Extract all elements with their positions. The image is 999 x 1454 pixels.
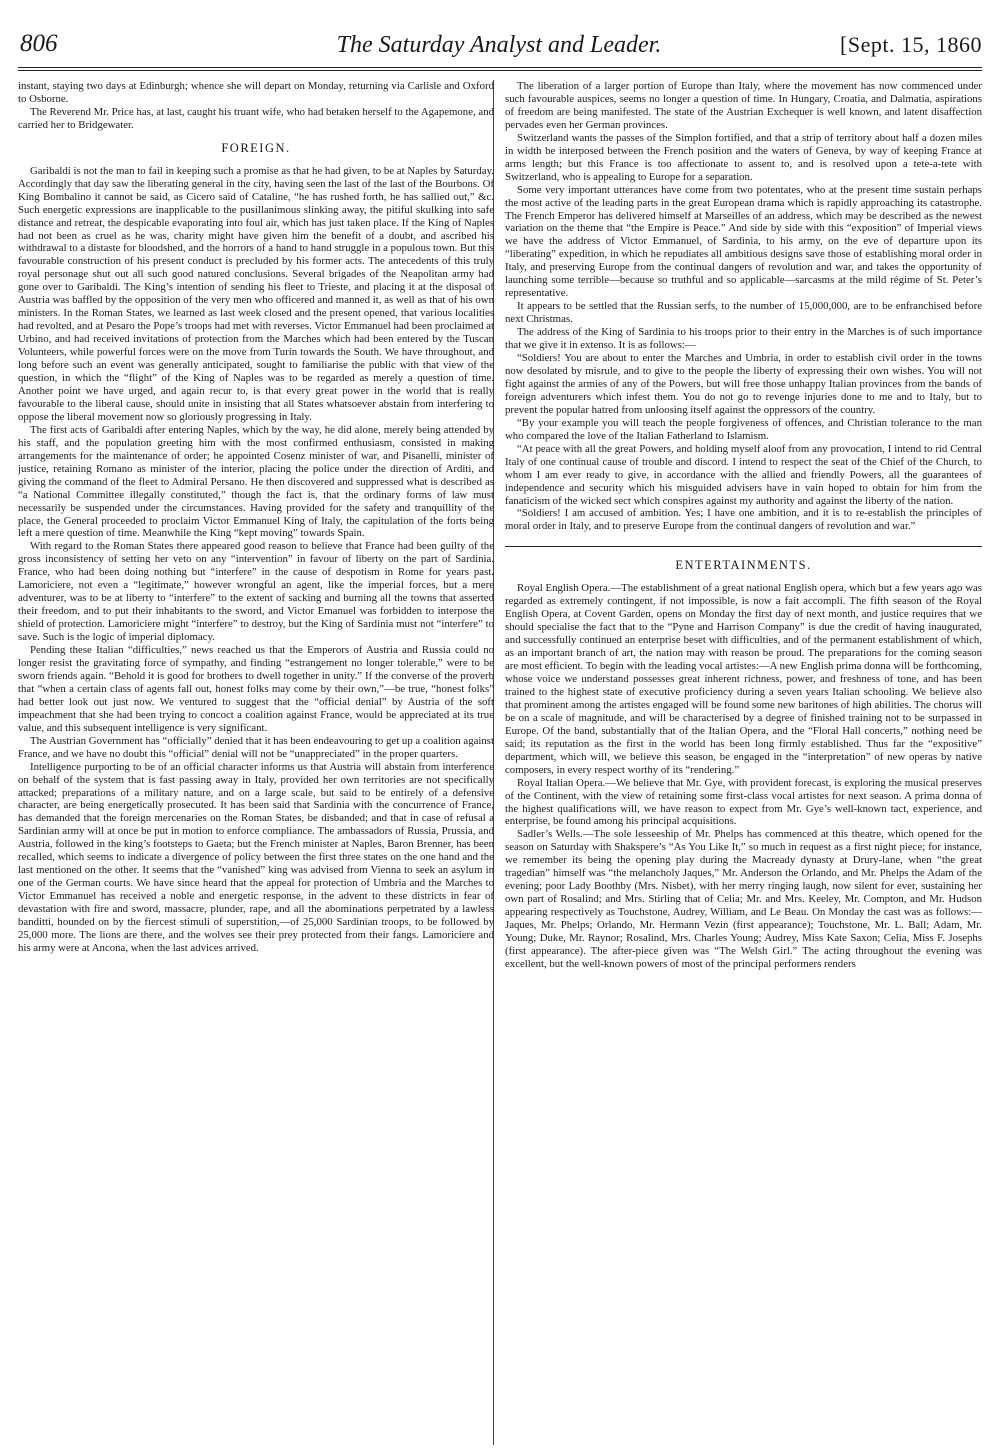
section-heading-entertainments: ENTERTAINMENTS. [675,558,812,573]
page-header [16,20,982,62]
article-paragraph: Garibaldi is not the man to fail in keeping such a promise as that he had given, to be at Naples by Saturday. Accordingly that day saw the liberating general in the city, having seen the last of the last of the Bourbons. Of King Bombalino it cannot be said, as Cicero said of Cataline, “he has rushed forth, he has sallied out,” &c. Such energetic expressions are inapplicable to the pusillanimous slinking away, the pitiful skulking into safe distance and retreat, the despicable evaporating into foul air, which has just taken place. If the King of Naples had not been as cruel as he was, charity might have given him the benefit of a doubt, and ascribed his withdrawal to a distaste for bloodshed, and the horrors of a hand to hand struggle in a populous town. But this favourable construction of his present conduct is precluded by his former acts. The antecedents of this truly royal personage shut out all such good natured conclusions. Several brigades of the Neapolitan army had gone over to Garibaldi. The King’s intention of sending his fleet to Trieste, and placing it at the disposal of Austria was baffled by the opposition of the very men who officered and manned it, as well as that of his own ministers. In the Roman States, we learned as last week closed and the present opened, that various localities had revolted, and at Pesaro the Pope’s troops had met with reverses. Victor Emmanuel had been proclaimed at Urbino, and had received invitations of protection from the Marches which had been entered by the Tuscan Volunteers, while powerful forces were on the move from Turin towards the South. We have throughout, and long before such an event was generally anticipated, sought to familiarise the public with that view of the question, in which the “flight” of the King of Naples was to be regarded as merely a question of time. Another point we have urged, and again recur to, is that every great power in the world that is really favourable to the liberal cause, should unite in insisting that all States whatsoever abstain from interfering to oppose the liberal movement now so gloriously progressing in Italy. [18,164,494,423]
quoted-address-paragraph: “By your example you will teach the people forgiveness of offences, and Christian tolerance to the man who compared the love of the Italian Fatherland to Islamism. [505,416,982,442]
article-paragraph: The liberation of a larger portion of Europe than Italy, where the movement has now commenced under such favourable auspices, seems no longer a question of time. In Hungary, Croatia, and Dalmatia, aspirations of freedom are being manifested. The state of the Austrian Exchequer is well known, and latent disaffection pervades even her German provinces. [505,80,982,131]
section-separator [505,546,982,547]
quoted-address-paragraph: “Soldiers! I am accused of ambition. Yes; I have one ambition, and it is to re-establish the principles of moral order in Italy, and to preserve Europe from the continual dangers of revolution and war.” [505,507,982,533]
entertainment-paragraph: Royal Italian Opera.—We believe that Mr. Gye, with provident forecast, is exploring the musical preserves of the Continent, with the view of retaining some first-class vocal artistes for next season. A prima donna of the highest qualifications will, we have reason to expect from Mr. Gye’s well-known tact, experience, and enterprise, be found among his principal acquisitions. [505,776,982,828]
header-rule-bottom [18,70,982,71]
article-paragraph: The address of the King of Sardinia to his troops prior to their entry in the Marches is of such importance that we give it in extenso. It is as follows:— [505,326,982,352]
article-paragraph: Some very important utterances have come from two potentates, who at the present time sustain perhaps the most active of the leading parts in the great European drama which is rapidly approaching its catastrophe. The French Emperor has delivered himself at Marseilles of an address, which may be described as the newest variation on the theme that “the Empire is Peace.” And side by side with this “exposition” of Imperial views we have the address of Victor Emmanuel, of Sardinia, to his army, on the eve of departure upon its “liberating” expedition, in which he repudiates all ambitious designs save those of establishing moral order in Italy, and preserving Europe from the continual dangers of revolution and war, and takes the opportunity of launching some terrible—because so truthful and so applicable—sarcasms at the mild régime of St. Peter’s representative. [505,183,982,300]
article-paragraph: With regard to the Roman States there appeared good reason to believe that France had been guilty of the gross inconsistency of setting her veto on any “intervention” in favour of liberty on the part of Sardinia. France, who had been doing nothing but “interfere” in the cause of despotism in Rome for years past. Lamoriciere, not even a “legitimate,” however wrongful an agent, like the imperial forces, but a mere adventurer, was to be at liberty to “interfere” to the extent of sacking and burning all the towns that asserted their freedom, and to put their inhabitants to the sword, and Victor Emanuel was forbidden to interpose the shield of protection. Lamoriciere might “interfere” to destroy, but the King of Sardinia must not “interfere” to save. Such is the logic of imperial diplomacy. [18,540,494,644]
article-paragraph: The first acts of Garibaldi after entering Naples, which by the way, he did alone, merely being attended by his staff, and the population greeting him with the most confirmed enthusiasm, consisted in making arrangements for the maintenance of order; he appointed Cosenz minister of war, and Pisanelli, minister of justice, retaining Romano as minister of the interior, placing the police under the direction of Arditi, and giving the command of the fleet to Admiral Persano. He then discovered and suppressed what is described as “a National Committee illegally constituted,” though the fact is, that the ordinary forms of law must necessarily be suspended under the circumstances. Having provided for the safety and tranquillity of the place, the General proceeded to proclaim Victor Emmanuel King of Italy, the capitulation of the forts being left a mere question of time. Meanwhile the King “kept moving” towards Spain. [18,423,494,540]
quoted-address-paragraph: “At peace with all the great Powers, and holding myself aloof from any provocation, I intend to rid Central Italy of one continual cause of trouble and discord. I intend to respect the seat of the Chief of the Church, to whom I am ever ready to give, in accordance with the allied and friendly Powers, all the guarantees of independence and security which his misguided advisers have in vain hoped to obtain for him from the fanaticism of the wicked sect which conspires against my authority and against the liberty of the nation. [505,442,982,507]
issue-date: [Sept. 15, 1860 [840,32,982,57]
article-paragraph: Pending these Italian “difficulties,” news reached us that the Emperors of Austria and Russia could no longer resist the gravitating force of sympathy, and finding “estrangement no longer tolerable,” were to be sworn friends again. “Behold it is good for brothers to dwell together in unity.” If the converse of the proverb that “when a certain class of agents fall out, honest folks may come by their own,”—be true, “honest folks” had better look out just now. We ventured to suggest that the “official denial” by Austria of the soft impeachment that she had been trying to concoct a coalition against France, would be appreciated at its true value, and this subsequent intelligence is very significant. [18,644,494,734]
quoted-address-paragraph: “Soldiers! You are about to enter the Marches and Umbria, in order to establish civil order in the towns now desolated by misrule, and to give to the people the liberty of expressing their own wishes. You will not fight against the armies of any of the Powers, but will free those unhappy Italian provinces from the bands of foreign adventurers which infest them. You do not go to revenge injuries done to me and to Italy, but to prevent the popular hatred from unloosing itself against the oppressors of the country. [505,352,982,416]
article-paragraph: The Reverend Mr. Price has, at last, caught his truant wife, who had betaken herself to the Agapemone, and carried her to Bridgewater. [18,105,494,131]
article-paragraph: Switzerland wants the passes of the Simplon fortified, and that a strip of territory about half a dozen miles in width be interposed between the French position and the waters of Geneva, by way of keeping France at arms length; but this France is too affectionate to assent to, and is resolved upon a tete-a-tete with Switzerland, who is appealing to Europe for a separation. [505,131,982,183]
left-column [18,80,494,1445]
header-rule-top [18,67,982,68]
publication-title: The Saturday Analyst and Leader. [336,32,662,58]
right-column [505,80,982,1445]
article-paragraph: It appears to be settled that the Russian serfs, to the number of 15,000,000, are to be enfranchised before next Christmas. [505,300,982,326]
article-paragraph: Intelligence purporting to be of an official character informs us that Austria will abstain from interference on behalf of the system that is fast passing away in Italy, provided her own territories are not specifically attacked; preparations of a military nature, and on a large scale, but said to be entirely of a defensive character, are being energetically prosecuted. It has been said that Sardinia with the concurrence of France, has demanded that the foreign mercenaries on the Roman States, be disbanded; and that in case of refusal a Sardinian army will at once be put in motion to enforce compliance. The ambassadors of Russia, Prussia, and Austria, followed in the king’s footsteps to Gaeta; but the French minister at Naples, Baron Brenner, has been recalled, which seems to indicate a divergence of policy between the first three states on the one hand and the last mentioned on the other. It seems that the “vanished” king was advised from Vienna to seek an asylum in one of the German courts. We have since heard that the appeal for protection of Umbria and the Marches to Victor Emmanuel has received a noble and energetic response, in the advent to these districts in fear of devastation with fire and sword, massacre, plunder, rape, and all the abominations perpetrated by a lawless banditti, hounded on by the fiercest stimuli of superstition,—of 25,000 Sardinian troops, to be followed by 25,000 more. The lions are there, and the wolves see their prey protected from their fangs. Lamoriciere and his army were at Ancona, when the last advices arrived. [18,760,494,954]
article-paragraph: instant, staying two days at Edinburgh; whence she will depart on Monday, returning via Carlisle and Oxford to Osborne. [18,80,494,105]
article-paragraph: The Austrian Government has “officially” denied that it has been endeavouring to get up a coalition against France, and we have no doubt this “official” denial will not be “unappreciated” in the proper quarters. [18,734,494,760]
entertainment-paragraph: Royal English Opera.—The establishment of a great national English opera, which but a few years ago was regarded as extremely contingent, if not impossible, is now a fait accompli. The fifth season of the Royal English Opera, at Covent Garden, opens on Monday the first day of next month, and justice requires that we should specialise the fact that to the “Pyne and Harrison Company” is due the credit of having inaugurated, and successfully continued an enterprise beset with difficulties, and of the permanent establishment of which, as an important branch of art, the nation may with reason be proud. The preparations for the coming season are most efficient. To begin with the leading vocal artistes:—A new English prima donna will be forthcoming, whose voice we understand possesses great inherent richness, power, and freshness of tone, and has been trained to the highest state of executive proficiency during a seven years Italian schooling. We believe also that prominent among the artistes engaged will be found some new baritones of high abilities. The chorus will be on a scale of magnitude, and will be characterised by a degree of finished training not to be surpassed in Europe. Of the band, substantially that of the Italian Opera, and the “Floral Hall concerts,” nothing need be said; its reputation as the first in the world has been long firmly established. Thus far the “expositive” department, which will, we believe this season, be engaged in the “interpretation” of new operas by native composers, in every respect worthy of its “rendering.” [505,582,982,776]
page-number: 806 [20,30,58,57]
section-heading-foreign: FOREIGN. [221,140,291,155]
entertainment-paragraph: Sadler’s Wells.—The sole lesseeship of Mr. Phelps has commenced at this theatre, which opened for the season on Saturday with Shakspere’s “As You Like It,” so much in request as a first night piece; for instance, we remember its being the opening play during the Macready dynasty at Drury-lane, when “the great tragedian” himself was “the melancholy Jaques,” Mr. Anderson the Orlando, and Mr. Phelps the Adam of the evening; poor Lady Boothby (Mrs. Nisbet), with her merry ringing laugh, now silent for ever, sustaining her own part of Rosalind; and Mrs. Stirling that of Celia; Mr. and Mrs. Keeley, Mr. Compton, and Mr. Hudson appearing respectively as Touchstone, Audrey, William, and Le Beau. On Monday the cast was as follows:—Jaques, Mr. Phelps; Orlando, Mr. Hermann Vezin (first appearance); Touchstone, Mr. L. Ball; Adam, Mr. Young; Duke, Mr. Raynor; Rosalind, Mrs. Charles Young; Audrey, Miss Kate Saxon; Celia, Miss F. Josephs (first appearance). The after-piece given was “The Welsh Girl.” The acting throughout the evening was excellent, but the well-known powers of most of the principal performers renders [505,828,982,970]
